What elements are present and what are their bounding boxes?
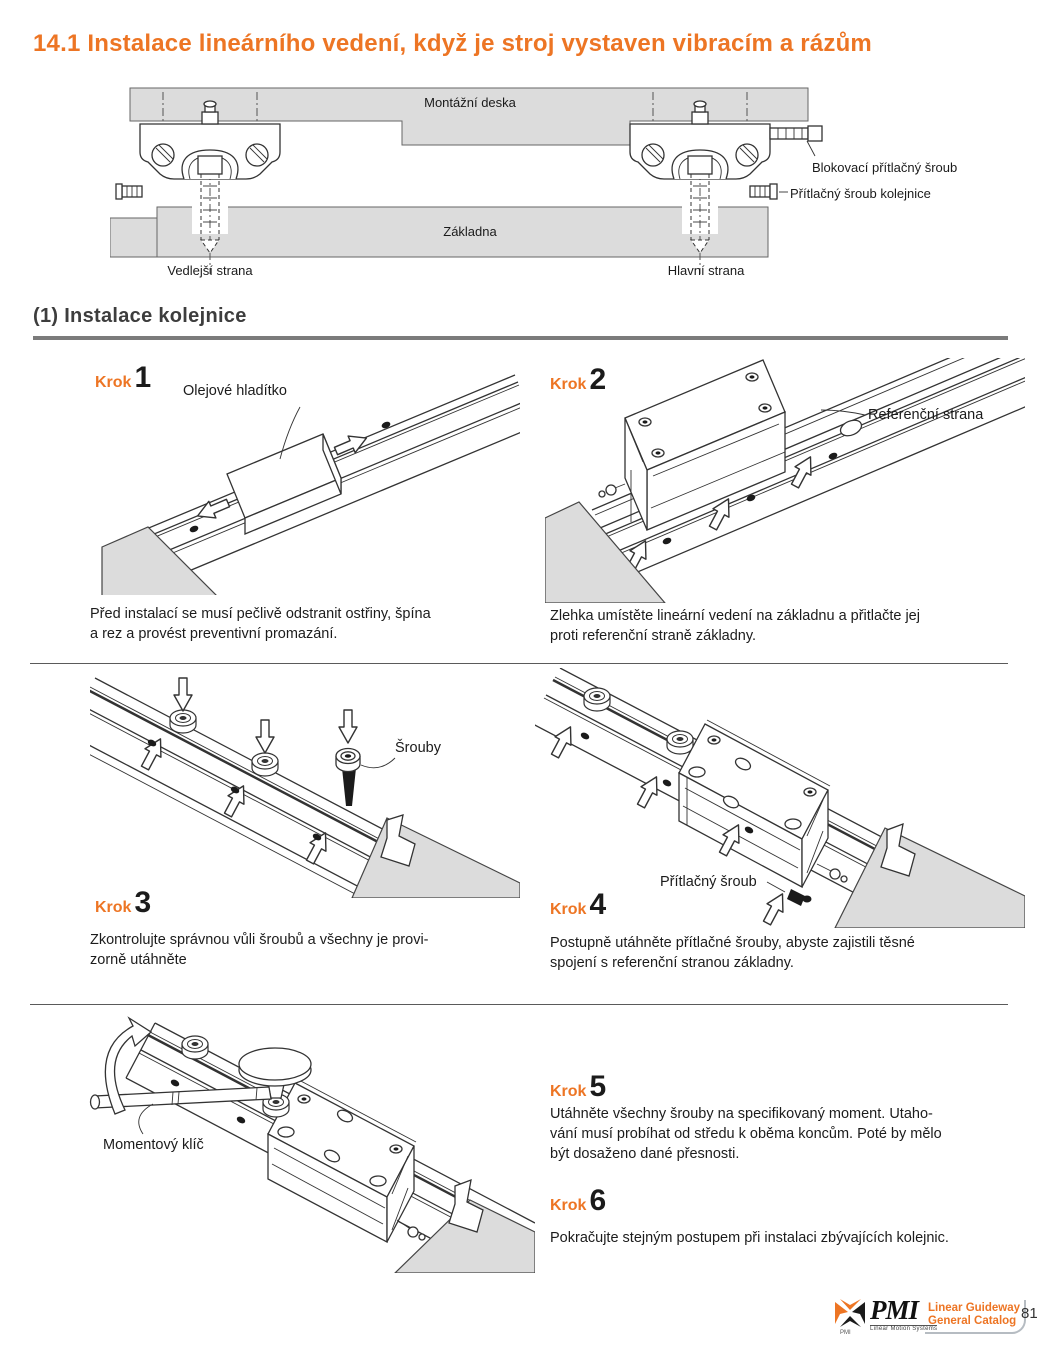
section-heading: (1) Instalace kolejnice [33,305,247,327]
carriage-block [599,360,785,530]
label-locking-set-screw: Blokovací přítlačný šroub [812,160,958,175]
pmi-brand: PMI Linear Motion Systems [870,1295,938,1332]
step1-caption: Před instalací se musí pečlivě odstranit ostřiny, špína a rez a provést preventivní promazání. [90,606,431,642]
step4-illustration [535,668,1025,928]
step2-illustration [545,358,1025,603]
rail-bolt [584,688,610,711]
callout-set-screw: Přítlačný šroub [660,874,757,890]
step3-heading: Krok 3 [95,886,152,919]
leader-set-screw [767,882,785,892]
step6-caption: Pokračujte stejným postupem při instalaci zbývajících kolejnic. [550,1230,949,1246]
press-arrow [547,723,578,761]
callout-screws: Šrouby [395,740,441,756]
label-main-side: Hlavní strana [667,263,745,278]
insert-arrow-down [256,720,274,753]
step3-caption: Zkontrolujte správnou vůli šroubů a všechny je provi- zorně utáhněte [90,932,429,968]
standing-screw [336,749,360,807]
grease-nipple [830,869,840,879]
step1-heading: Krok 1 [95,361,152,394]
label-rail-set-screw: Přítlačný šroub kolejnice [790,186,931,201]
step4-caption: Postupně utáhněte přítlačné šrouby, abyste zajistili těsné spojení s referenční stranou základny. [550,935,915,971]
section-rule [33,336,1008,340]
rail-bolt [170,710,196,733]
step5-caption: Utáhněte všechny šrouby na specifikovaný moment. Utaho- vání musí probíhat od středu k oběma koncům. Poté by mělo být dosaženo dané přesnosti. [550,1106,942,1162]
grease-nipple [606,485,616,495]
page-number: 81 [1021,1305,1038,1322]
set-screw [787,889,812,906]
leader-locking-screw [807,141,815,156]
callout-oil-plate: Olejové hladítko [183,383,287,399]
carriage-block [268,1079,425,1242]
press-arrow [633,773,664,811]
divider [30,1004,1008,1005]
callout-torque-wrench: Momentový klíč [103,1137,204,1153]
press-arrow [759,890,790,928]
page-title: 14.1 Instalace lineárního vedení, když je stroj vystaven vibracím a rázům [33,30,872,57]
label-secondary-side: Vedlejší strana [167,263,253,278]
leader-reference-side [821,410,865,415]
catalog-badge: Linear Guideway General Catalog [925,1300,1026,1334]
insert-arrow-down [339,710,357,743]
carriage-block [679,720,847,887]
grease-nipple [408,1227,418,1237]
step2-caption: Zlehka umístěte lineární vedení na základnu a přitlačte jej proti referenční straně základny. [550,608,920,644]
leader-torque-wrench [139,1104,153,1134]
rail-bolt [252,753,278,776]
callout-reference-side: Referenční strana [868,407,984,423]
step2-heading: Krok 2 [550,363,607,396]
slide-arrow-left [194,495,231,524]
label-base: Základna [443,224,497,239]
insert-arrow-down [174,678,192,711]
divider [30,663,1008,664]
step3-illustration [90,668,520,898]
label-mounting-plate: Montážní deska [424,95,516,110]
step6-heading: Krok 6 [550,1184,607,1217]
rail-bolt [182,1036,208,1059]
pmi-logo-small-text: PMI [840,1330,851,1336]
pmi-logo-icon [833,1299,869,1329]
leader-screws [361,758,395,768]
step1-illustration [90,355,520,595]
step4-heading: Krok 4 [550,888,607,921]
base-corner [352,818,520,898]
step5-heading: Krok 5 [550,1070,607,1103]
rail-bolt [667,731,693,754]
